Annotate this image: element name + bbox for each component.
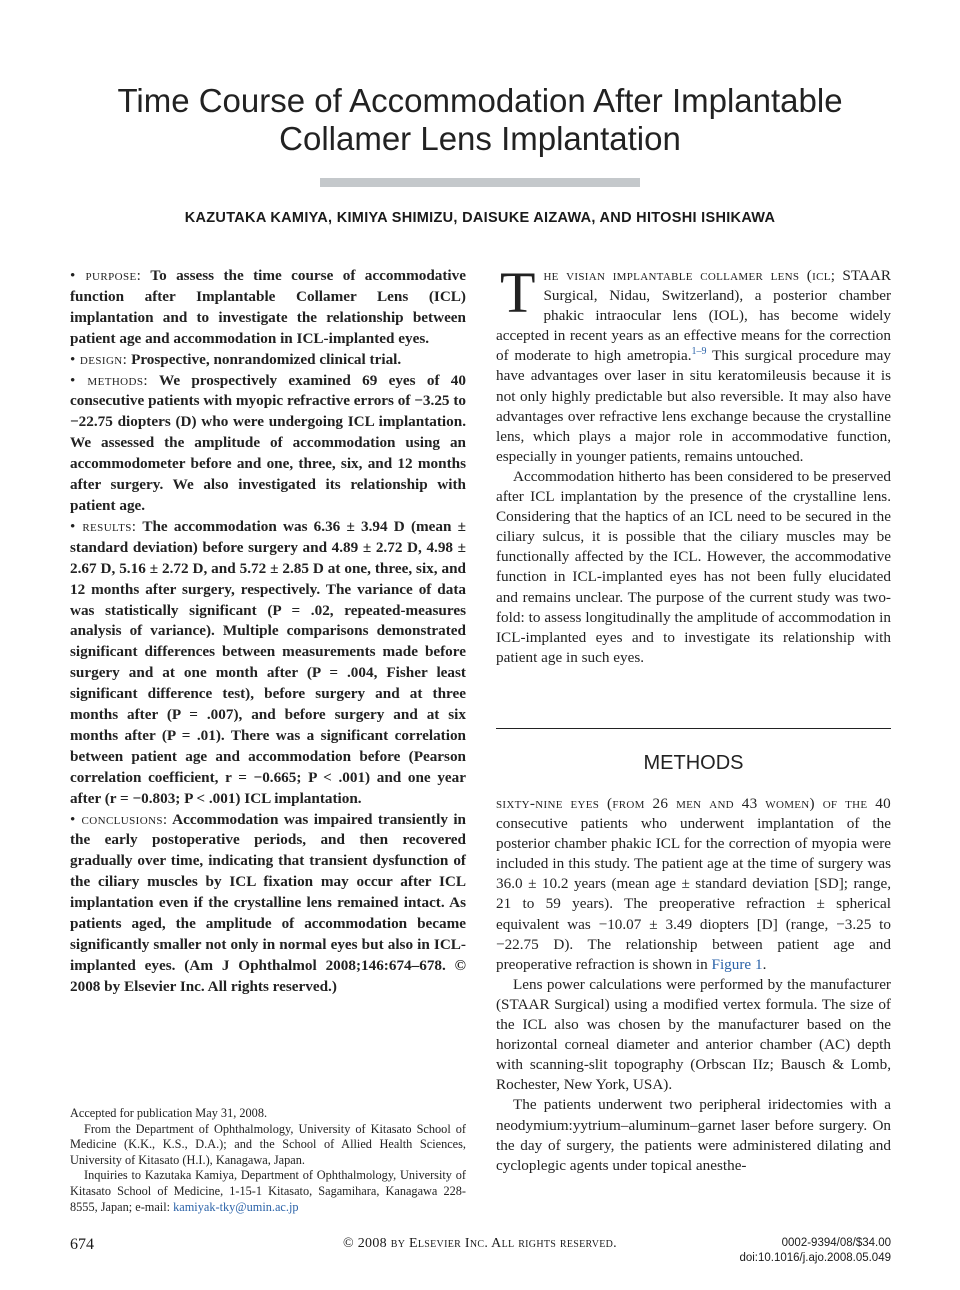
intro-lead: he visian implantable collamer lens (icl; <box>543 267 836 284</box>
doi: doi:10.1016/j.ajo.2008.05.049 <box>739 1252 891 1264</box>
drop-cap: T <box>500 260 536 325</box>
methods-lead: sixty-nine eyes (from 26 men and 43 women) of the 40 <box>496 795 891 812</box>
purpose-text: To assess the time course of accommodative function after Implantable Collamer Lens (ICL) implantation and to investigate the relationship between patient age and accommodation in ICL-implanted eyes. <box>70 267 466 347</box>
footnote-accepted: Accepted for publication May 31, 2008. <box>70 1106 268 1120</box>
email-link[interactable]: kamiyak-tky@umin.ac.jp <box>173 1199 299 1214</box>
methods-paragraph-1 <box>496 794 891 975</box>
figure-link[interactable]: Figure 1 <box>711 955 763 973</box>
methods-paragraph-3: The patients underwent two peripheral iridectomies with a neodymium:yytrium–aluminum–garnet laser before surgery. On the day of surgery, the patients were administered dilating and cycloplegic agents under topical anesthe- <box>496 1096 891 1174</box>
design-label: • design: <box>70 350 128 368</box>
abstract-methods <box>70 371 466 517</box>
intro-p1b: This surgical procedure may have advantages over laser in situ keratomileusis because it is not only highly predictable but also reversible. It may also have advantages over refractive lens exchange because the crystalline lens, which plays a major role in accommodative function, especially in younger patients, remains untouched. <box>496 347 891 465</box>
results-label: • results: <box>70 517 137 535</box>
abstract <box>70 266 466 998</box>
section-rule <box>496 728 891 729</box>
article-title: Time Course of Accommodation After Implantable Collamer Lens Implantation <box>117 82 843 157</box>
footnote-inquiries <box>70 1168 466 1215</box>
copyright-line: © 2008 by Elsevier Inc. All rights reserved. <box>343 1236 617 1251</box>
abstract-results <box>70 517 466 810</box>
abstract-conclusions <box>70 810 466 998</box>
methods-text: We prospectively examined 69 eyes of 40 consecutive patients with myopic refractive errors of −3.25 to −22.75 diopters (D) who were undergoing ICL implantation. We assessed the amplitude of accommodation using an accommodometer before and one, three, six, and 12 months after surgery. We also investigated its relationship with patient age. <box>70 371 466 514</box>
intro-paragraph-2: Accommodation hitherto has been considered to be preserved after ICL implantation by the presence of the crystalline lens. Considering that the haptics of an ICL need to be secured in the ciliary sulcus, it is possible that the ciliary muscles may be functionally affected by the ICL. However, the accommodative function in ICL-implanted eyes has not been fully elucidated and remains unclear. The purpose of the current study was two-fold: to assess longitudinally the amplitude of accommodation in ICL-implanted eyes and to investigate its relationship with patient age in such eyes. <box>496 467 891 666</box>
methods-p1b: . <box>762 955 767 973</box>
footnotes <box>70 1106 466 1215</box>
journal-ids <box>739 1236 891 1266</box>
intro-section <box>496 260 891 668</box>
intro-p1a: STAAR Surgical, Nidau, Switzerland), a posterior chamber phakic intraocular lens (IOL), has become widely accepted in recent years as an effective means for the correction of moderate to high ametropia. <box>496 267 891 365</box>
methods-paragraph-2: Lens power calculations were performed by the manufacturer (STAAR Surgical) using a modified vertex formula. The size of the ICL also was chosen by the manufacturer based on the horizontal corneal diameter and anterior chamber (AC) depth with scanning-slit topography (Orbscan IIz; Bausch & Lomb, Rochester, New York, USA). <box>496 975 891 1094</box>
intro-paragraph-1 <box>496 260 891 467</box>
footnote-affiliation: From the Department of Ophthalmology, University of Kitasato School of Medicine (K.K., K.S., D.A.); and the School of Allied Health Sciences, University of Kitasato (H.I.), Kanagawa, Japan. <box>70 1121 466 1167</box>
abstract-design <box>70 350 466 371</box>
design-text: Prospective, nonrandomized clinical trial. <box>127 350 402 368</box>
conclusions-text: Accommodation was impaired transiently in the early postoperative periods, and then recovered gradually over time, indicating that transient dysfunction of the ciliary muscles by ICL fixation may occur after ICL implantation even if the crystalline lens remained intact. As patients aged, the amplitude of accommodation became significantly smaller not only in normal eyes but also in ICL-implanted eyes. (Am J Ophthalmol 2008;146:674–678. © 2008 by Elsevier Inc. All rights reserved.) <box>70 810 466 995</box>
results-text: The accommodation was 6.36 ± 3.94 D (mean ± standard deviation) before surgery and 4.89 ± 2.72 D, 4.98 ± 2.67 D, 5.16 ± 2.72 D, and 5.72 ± 2.85 D at one, three, six, and 12 months after surgery, respectively. The variance of data was statistically significant (P = .02, repeated-measures analysis of variance). Multiple comparisons demonstrated significant differences between measurements made before surgery and at one month after (P = .004, Fisher least significant difference test), before surgery and at three months after (P = .007), and before surgery and at six months after (P = .01). There was a significant correlation between patient age and accommodation before (Pearson correlation coefficient, r = −0.665; P < .001) and one year after (r = −0.803; P < .001) ICL implantation. <box>70 517 467 807</box>
methods-label: • methods: <box>70 371 148 389</box>
issn: 0002-9394/08/$34.00 <box>781 1237 891 1249</box>
inquiries-text: Inquiries to Kazutaka Kamiya, Department of Ophthalmology, University of Kitasato School of Medicine, 1-15-1 Kitasato, Sagamihara, Kanagawa 228-8555, Japan; e-mail: <box>70 1168 466 1214</box>
methods-heading: METHODS <box>643 752 744 774</box>
reference-link[interactable]: 1–9 <box>691 346 707 358</box>
abstract-purpose <box>70 266 466 350</box>
purpose-label: • purpose: <box>70 267 142 284</box>
conclusions-label: • conclusions: <box>70 810 168 828</box>
author-list: KAZUTAKA KAMIYA, KIMIYA SHIMIZU, DAISUKE AIZAWA, AND HITOSHI ISHIKAWA <box>184 210 776 226</box>
page-number: 674 <box>70 1236 94 1253</box>
methods-section <box>496 794 891 1176</box>
title-divider <box>320 178 640 187</box>
methods-p1a: consecutive patients who underwent implantation of the posterior chamber phakic ICL for the correction of myopia were included in this study. The patient age at the time of surgery was 36.0 ± 10.2 years (mean age ± standard deviation [SD]; range, 21 to 59 years). The preoperative refraction ± spherical equivalent was −10.07 ± 3.49 diopters [D] (range, −3.25 to −22.75 D). The relationship between patient age and preoperative refraction is shown in <box>496 815 891 973</box>
